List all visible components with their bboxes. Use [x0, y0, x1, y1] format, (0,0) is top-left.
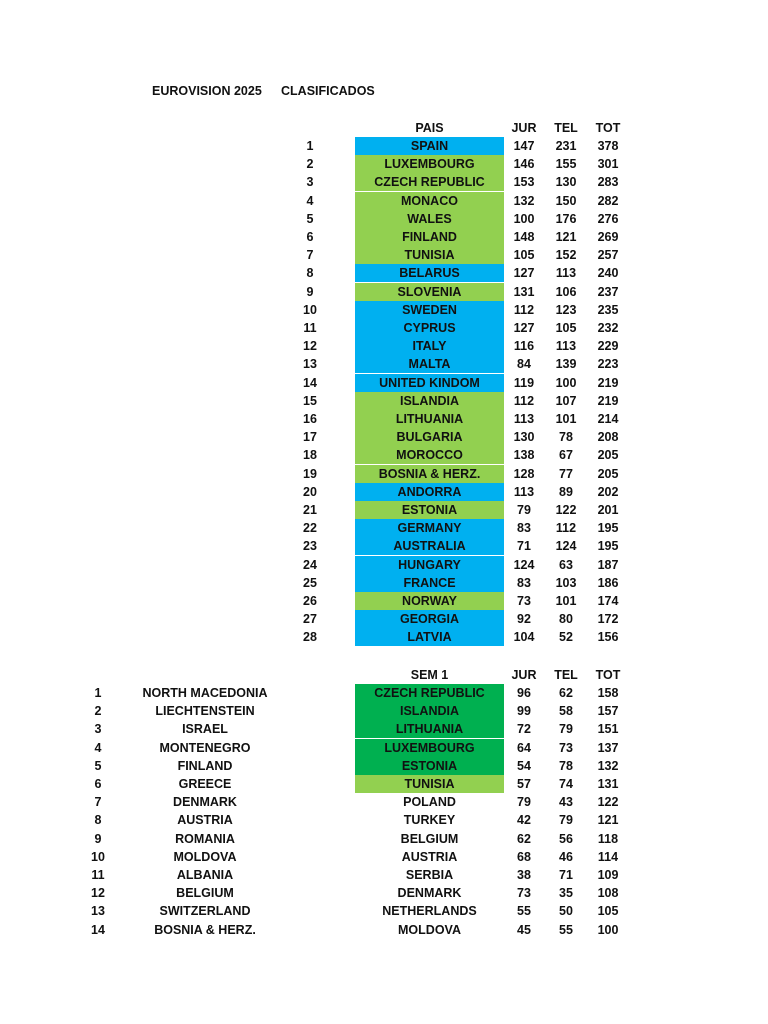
jur-cell: 100: [513, 211, 535, 226]
table-row: [0, 301, 768, 319]
tot-cell: 232: [597, 321, 619, 335]
tot-cell: 208: [597, 430, 619, 445]
tot-cell: 105: [597, 904, 619, 919]
country-cell: LITHUANIA: [355, 720, 504, 738]
jur-cell: 54: [517, 758, 531, 773]
tot-cell: 282: [597, 193, 619, 208]
tel-cell: 113: [555, 339, 577, 354]
tot-cell: 137: [597, 740, 619, 755]
rank-cell: 21: [303, 503, 317, 517]
left-country-cell: MOLDOVA: [173, 849, 237, 864]
jur-cell: 62: [517, 831, 531, 846]
rank-cell: 10: [303, 302, 317, 317]
tot-cell: 237: [597, 284, 619, 299]
tel-cell: 105: [555, 321, 577, 335]
tel-cell: 103: [555, 575, 577, 590]
tot-cell: 108: [597, 886, 619, 901]
rank-cell: 3: [94, 722, 102, 737]
rank-cell: 16: [303, 412, 317, 426]
tel-cell: 176: [555, 211, 577, 226]
tot-cell: 172: [597, 612, 619, 627]
jur-cell: 104: [513, 630, 535, 645]
tot-cell: 214: [597, 412, 619, 426]
jur-cell: 127: [513, 266, 535, 281]
tel-cell: 63: [559, 557, 573, 572]
table-row: [0, 811, 768, 829]
jur-cell: 71: [517, 539, 531, 554]
table-row: [0, 793, 768, 811]
rank-cell: 14: [303, 375, 317, 390]
jur-cell: 64: [517, 740, 531, 755]
rank-cell: 15: [303, 393, 317, 408]
rank-cell: 2: [306, 157, 314, 172]
page-title: EUROVISION 2025: [152, 84, 262, 98]
table-row: [0, 848, 768, 866]
tot-cell: 132: [597, 758, 619, 773]
tel-cell: 101: [555, 412, 577, 426]
country-cell: HUNGARY: [355, 556, 504, 574]
country-cell: WALES: [355, 210, 504, 228]
jur-cell: 45: [517, 922, 531, 937]
tel-cell: 123: [555, 302, 577, 317]
header-sem: SEM 1: [410, 668, 449, 682]
jur-cell: 72: [517, 722, 531, 737]
country-cell: FINLAND: [355, 228, 504, 246]
country-cell: SLOVENIA: [355, 283, 504, 301]
jur-cell: 128: [513, 466, 535, 481]
jur-cell: 83: [517, 521, 531, 536]
table-row: [0, 592, 768, 610]
tot-cell: 219: [597, 375, 619, 390]
jur-cell: 116: [513, 339, 535, 354]
tel-cell: 112: [555, 521, 577, 536]
tel-cell: 55: [559, 922, 573, 937]
header-tel: TEL: [554, 121, 578, 135]
jur-cell: 112: [513, 393, 535, 408]
tel-cell: 107: [555, 393, 577, 408]
left-country-cell: GREECE: [178, 777, 232, 791]
rank-cell: 11: [91, 868, 105, 882]
left-country-cell: NORTH MACEDONIA: [142, 686, 268, 700]
rank-cell: 1: [306, 139, 314, 153]
tot-cell: 219: [597, 393, 619, 408]
tot-cell: 269: [597, 230, 619, 244]
page-subtitle: CLASIFICADOS: [281, 84, 375, 98]
tot-cell: 158: [597, 686, 619, 700]
country-cell: ESTONIA: [355, 757, 504, 775]
country-cell: LUXEMBOURG: [355, 155, 504, 173]
jur-cell: 84: [517, 357, 531, 372]
country-cell: MALTA: [355, 355, 504, 373]
header-tot: TOT: [595, 121, 621, 135]
rank-cell: 4: [306, 193, 314, 208]
country-cell: SPAIN: [355, 137, 504, 155]
semi-header-row: [0, 666, 768, 684]
tot-cell: 276: [597, 211, 619, 226]
tel-cell: 100: [555, 375, 577, 390]
tot-cell: 202: [597, 484, 619, 499]
rank-cell: 5: [94, 758, 102, 773]
country-cell: LATVIA: [355, 628, 504, 646]
rank-cell: 8: [306, 266, 314, 281]
tel-cell: 106: [555, 284, 577, 299]
jur-cell: 148: [513, 230, 535, 244]
country-cell: MOROCCO: [355, 446, 504, 464]
tel-cell: 56: [559, 831, 573, 846]
tel-cell: 113: [555, 266, 577, 281]
jur-cell: 96: [517, 686, 531, 700]
tot-cell: 187: [597, 557, 619, 572]
country-cell: ITALY: [355, 337, 504, 355]
table-row: [0, 757, 768, 775]
header-tot: TOT: [595, 668, 621, 682]
country-cell: POLAND: [403, 795, 456, 810]
jur-cell: 83: [517, 575, 531, 590]
rank-cell: 17: [303, 430, 317, 445]
tel-cell: 78: [559, 430, 573, 445]
country-cell: MONACO: [355, 192, 504, 210]
rank-cell: 6: [306, 230, 314, 244]
tot-cell: 156: [597, 630, 619, 645]
tel-cell: 150: [555, 193, 577, 208]
country-cell: BELGIUM: [400, 831, 459, 846]
jur-cell: 119: [513, 375, 535, 390]
tot-cell: 122: [597, 795, 619, 810]
tel-cell: 58: [559, 704, 573, 719]
table-row: [0, 884, 768, 902]
jur-cell: 38: [517, 868, 531, 882]
table-row: [0, 556, 768, 574]
tot-cell: 121: [597, 813, 619, 828]
jur-cell: 146: [513, 157, 535, 172]
rank-cell: 6: [94, 777, 102, 791]
header-country: PAIS: [415, 121, 444, 135]
jur-cell: 92: [517, 612, 531, 627]
table-row: [0, 775, 768, 793]
country-cell: ESTONIA: [355, 501, 504, 519]
country-cell: ISLANDIA: [355, 392, 504, 410]
header-tel: TEL: [554, 668, 578, 682]
jur-cell: 73: [517, 594, 531, 608]
country-cell: DENMARK: [397, 886, 462, 901]
jur-cell: 113: [513, 484, 535, 499]
left-country-cell: FINLAND: [177, 758, 233, 773]
table-row: [0, 374, 768, 392]
jur-cell: 153: [513, 175, 535, 190]
jur-cell: 55: [517, 904, 531, 919]
tel-cell: 79: [559, 722, 573, 737]
rank-cell: 24: [303, 557, 317, 572]
tot-cell: 235: [597, 302, 619, 317]
final-header-row: [0, 119, 768, 137]
country-cell: FRANCE: [355, 574, 504, 592]
left-country-cell: LIECHTENSTEIN: [155, 704, 255, 719]
jur-cell: 131: [513, 284, 535, 299]
tot-cell: 131: [597, 777, 619, 791]
table-row: [0, 702, 768, 720]
table-row: [0, 392, 768, 410]
country-cell: CZECH REPUBLIC: [355, 684, 504, 702]
rank-cell: 12: [303, 339, 317, 354]
rank-cell: 4: [94, 740, 102, 755]
table-row: [0, 283, 768, 301]
country-cell: ISLANDIA: [355, 702, 504, 720]
tot-cell: 114: [597, 849, 619, 864]
tot-cell: 257: [597, 248, 619, 263]
rank-cell: 23: [303, 539, 317, 554]
table-row: [0, 483, 768, 501]
tel-cell: 74: [559, 777, 573, 791]
tot-cell: 195: [597, 521, 619, 536]
country-cell: GEORGIA: [355, 610, 504, 628]
tel-cell: 152: [555, 248, 577, 263]
rank-cell: 11: [303, 321, 317, 335]
left-country-cell: ROMANIA: [175, 831, 235, 846]
jur-cell: 124: [513, 557, 535, 572]
tel-cell: 35: [559, 886, 573, 901]
rank-cell: 1: [94, 686, 102, 700]
tel-cell: 77: [559, 466, 573, 481]
country-cell: SERBIA: [405, 868, 454, 882]
tot-cell: 201: [597, 503, 619, 517]
tel-cell: 52: [559, 630, 573, 645]
table-row: [0, 210, 768, 228]
rank-cell: 18: [303, 448, 317, 463]
country-cell: AUSTRIA: [401, 849, 458, 864]
tot-cell: 223: [597, 357, 619, 372]
tot-cell: 118: [597, 831, 619, 846]
jur-cell: 105: [513, 248, 535, 263]
rank-cell: 19: [303, 466, 317, 481]
jur-cell: 113: [513, 412, 535, 426]
tot-cell: 283: [597, 175, 619, 190]
country-cell: SWEDEN: [355, 301, 504, 319]
rank-cell: 13: [303, 357, 317, 372]
rank-cell: 26: [303, 594, 317, 608]
table-row: [0, 902, 768, 920]
tel-cell: 79: [559, 813, 573, 828]
table-row: [0, 410, 768, 428]
rank-cell: 20: [303, 484, 317, 499]
header-jur: JUR: [511, 121, 537, 135]
jur-cell: 132: [513, 193, 535, 208]
tel-cell: 121: [555, 230, 577, 244]
country-cell: AUSTRALIA: [355, 537, 504, 555]
tot-cell: 109: [597, 868, 619, 882]
tot-cell: 195: [597, 539, 619, 554]
country-cell: CZECH REPUBLIC: [355, 173, 504, 191]
country-cell: GERMANY: [355, 519, 504, 537]
country-cell: BULGARIA: [355, 428, 504, 446]
rank-cell: 25: [303, 575, 317, 590]
jur-cell: 138: [513, 448, 535, 463]
table-row: [0, 537, 768, 555]
tot-cell: 229: [597, 339, 619, 354]
tel-cell: 231: [555, 139, 577, 153]
tel-cell: 78: [559, 758, 573, 773]
tel-cell: 50: [559, 904, 573, 919]
country-cell: LITHUANIA: [355, 410, 504, 428]
tel-cell: 43: [559, 795, 573, 810]
tot-cell: 100: [597, 922, 619, 937]
country-cell: TUNISIA: [355, 246, 504, 264]
tot-cell: 205: [597, 466, 619, 481]
country-cell: MOLDOVA: [398, 922, 461, 937]
tot-cell: 378: [597, 139, 619, 153]
left-country-cell: AUSTRIA: [177, 813, 233, 828]
tot-cell: 301: [597, 157, 619, 172]
table-row: [0, 155, 768, 173]
tel-cell: 155: [555, 157, 577, 172]
tot-cell: 157: [597, 704, 619, 719]
table-row: [0, 465, 768, 483]
tel-cell: 122: [555, 503, 577, 517]
country-cell: TUNISIA: [355, 775, 504, 793]
rank-cell: 2: [94, 704, 102, 719]
country-cell: BOSNIA & HERZ.: [355, 465, 504, 483]
rank-cell: 9: [306, 284, 314, 299]
left-country-cell: BELGIUM: [176, 886, 234, 901]
tel-cell: 89: [559, 484, 573, 499]
table-row: [0, 921, 768, 939]
country-cell: BELARUS: [355, 264, 504, 282]
rank-cell: 5: [306, 211, 314, 226]
rank-cell: 14: [91, 922, 105, 937]
country-cell: LUXEMBOURG: [355, 739, 504, 757]
table-row: [0, 173, 768, 191]
rank-cell: 7: [94, 795, 102, 810]
tel-cell: 101: [555, 594, 577, 608]
table-row: [0, 866, 768, 884]
rank-cell: 12: [91, 886, 105, 901]
table-row: [0, 264, 768, 282]
tot-cell: 174: [597, 594, 619, 608]
table-row: [0, 720, 768, 738]
table-row: [0, 739, 768, 757]
table-row: [0, 337, 768, 355]
rank-cell: 3: [306, 175, 314, 190]
table-row: [0, 684, 768, 702]
tel-cell: 71: [559, 868, 573, 882]
rank-cell: 13: [91, 904, 105, 919]
jur-cell: 79: [517, 795, 531, 810]
header-jur: JUR: [511, 668, 537, 682]
rank-cell: 10: [91, 849, 105, 864]
table-row: [0, 246, 768, 264]
tel-cell: 80: [559, 612, 573, 627]
table-row: [0, 830, 768, 848]
table-row: [0, 574, 768, 592]
tel-cell: 73: [559, 740, 573, 755]
jur-cell: 147: [513, 139, 535, 153]
tot-cell: 151: [597, 722, 619, 737]
table-row: [0, 355, 768, 373]
left-country-cell: ISRAEL: [182, 722, 228, 737]
jur-cell: 57: [517, 777, 531, 791]
jur-cell: 73: [517, 886, 531, 901]
jur-cell: 42: [517, 813, 531, 828]
left-country-cell: DENMARK: [173, 795, 237, 810]
jur-cell: 99: [517, 704, 531, 719]
country-cell: NORWAY: [355, 592, 504, 610]
rank-cell: 28: [303, 630, 317, 645]
rank-cell: 22: [303, 521, 317, 536]
table-row: [0, 519, 768, 537]
left-country-cell: MONTENEGRO: [159, 740, 251, 755]
country-cell: CYPRUS: [355, 319, 504, 337]
table-row: [0, 319, 768, 337]
tot-cell: 186: [597, 575, 619, 590]
tel-cell: 139: [555, 357, 577, 372]
rank-cell: 27: [303, 612, 317, 627]
tel-cell: 67: [559, 448, 573, 463]
left-country-cell: ALBANIA: [176, 868, 234, 882]
jur-cell: 127: [513, 321, 535, 335]
tel-cell: 124: [555, 539, 577, 554]
table-row: [0, 628, 768, 646]
table-row: [0, 228, 768, 246]
rank-cell: 8: [94, 813, 102, 828]
left-country-cell: BOSNIA & HERZ.: [154, 922, 256, 937]
rank-cell: 9: [94, 831, 102, 846]
left-country-cell: SWITZERLAND: [159, 904, 251, 919]
table-row: [0, 610, 768, 628]
country-cell: ANDORRA: [355, 483, 504, 501]
table-row: [0, 192, 768, 210]
jur-cell: 130: [513, 430, 535, 445]
jur-cell: 112: [513, 302, 535, 317]
table-row: [0, 501, 768, 519]
tot-cell: 205: [597, 448, 619, 463]
country-cell: UNITED KINDOM: [355, 374, 504, 392]
table-row: [0, 446, 768, 464]
tot-cell: 240: [597, 266, 619, 281]
tel-cell: 130: [555, 175, 577, 190]
jur-cell: 68: [517, 849, 531, 864]
rank-cell: 7: [306, 248, 314, 263]
jur-cell: 79: [517, 503, 531, 517]
tel-cell: 62: [559, 686, 573, 700]
table-row: [0, 428, 768, 446]
tel-cell: 46: [559, 849, 573, 864]
country-cell: TURKEY: [403, 813, 456, 828]
table-row: [0, 137, 768, 155]
country-cell: NETHERLANDS: [382, 904, 477, 919]
